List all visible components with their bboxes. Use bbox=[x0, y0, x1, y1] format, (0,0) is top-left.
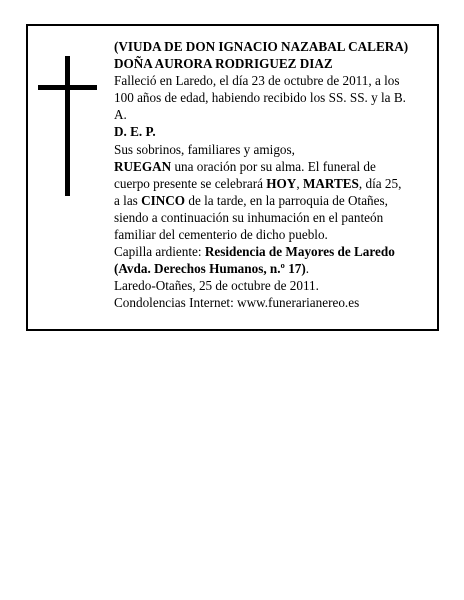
deceased-name: DOÑA AURORA RODRIGUEZ DIAZ bbox=[114, 56, 333, 72]
cross-icon-bar bbox=[38, 85, 97, 90]
chapel-line-1 bbox=[114, 243, 426, 260]
funeral-line-2 bbox=[114, 175, 426, 192]
funeral-line-2-end: , día 25, bbox=[358, 175, 402, 191]
martes-word: MARTES bbox=[302, 175, 359, 191]
funeral-line-3-start: a las bbox=[114, 192, 142, 208]
chapel-place: Residencia de Mayores de Laredo bbox=[204, 244, 395, 260]
death-line-3: A. bbox=[114, 107, 127, 123]
relatives-line: Sus sobrinos, familiares y amigos, bbox=[114, 141, 295, 157]
chapel-label: Capilla ardiente: bbox=[114, 244, 205, 260]
funeral-line-2-start: cuerpo presente se celebrará bbox=[114, 175, 267, 191]
ruegan-word: RUEGAN bbox=[114, 158, 172, 174]
condolences-line: Condolencias Internet: www.funerarianereo.es bbox=[114, 295, 360, 311]
funeral-line-1 bbox=[114, 158, 426, 175]
widow-of-line: (VIUDA DE DON IGNACIO NAZABAL CALERA) bbox=[114, 39, 409, 54]
chapel-line-2 bbox=[114, 260, 426, 277]
obituary-text bbox=[114, 38, 426, 312]
funeral-line-5: familiar del cementerio de dicho pueblo. bbox=[114, 227, 328, 243]
place-date: Laredo-Otañes, 25 de octubre de 2011. bbox=[114, 278, 319, 294]
comma: , bbox=[296, 175, 303, 191]
death-line-2: 100 años de edad, habiendo recibido los SS. SS. y la B. bbox=[114, 90, 406, 106]
cross-icon bbox=[65, 56, 70, 196]
death-line-1: Falleció en Laredo, el día 23 de octubre de 2011, a los bbox=[114, 73, 400, 89]
funeral-line-3-end: de la tarde, en la parroquia de Otañes, bbox=[185, 192, 388, 208]
funeral-line-4: siendo a continuación su inhumación en el panteón bbox=[114, 209, 384, 225]
cinco-word: CINCO bbox=[141, 192, 186, 208]
funeral-line-1-rest: una oración por su alma. El funeral de bbox=[171, 158, 376, 174]
chapel-address: (Avda. Derechos Humanos, n.º 17) bbox=[114, 261, 306, 277]
chapel-end: . bbox=[305, 261, 310, 277]
dep-line: D. E. P. bbox=[114, 124, 156, 140]
hoy-word: HOY bbox=[266, 175, 297, 191]
funeral-line-3 bbox=[114, 192, 426, 209]
